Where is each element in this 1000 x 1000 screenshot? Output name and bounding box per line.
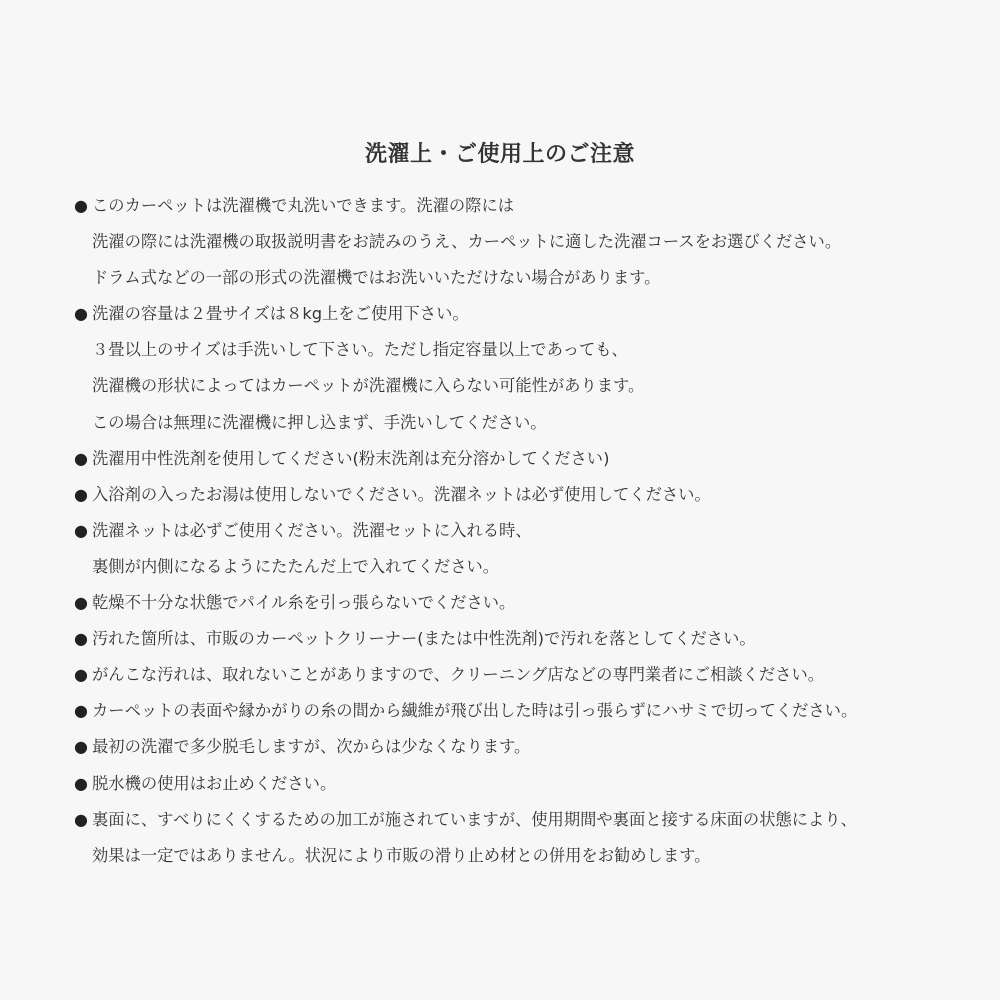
note-item: [74, 729, 974, 765]
note-line: [74, 838, 974, 874]
note-item: [74, 296, 974, 440]
note-line: [74, 477, 974, 513]
bullet-icon: ●: [74, 448, 88, 468]
note-line: [74, 332, 974, 368]
note-item: [74, 188, 974, 296]
note-line: [74, 585, 974, 621]
note-line: [74, 549, 974, 585]
note-item: [74, 621, 974, 657]
bullet-icon: ●: [74, 809, 88, 829]
note-line: [74, 260, 974, 296]
note-text: 洗濯用中性洗剤を使用してください(粉末洗剤は充分溶かしてください): [92, 448, 610, 468]
note-text: この場合は無理に洗濯機に押し込まず、手洗いしてください。: [92, 412, 547, 432]
note-item: [74, 513, 974, 585]
note-item: [74, 657, 974, 693]
note-text: 洗濯の容量は２畳サイズは８kg上をご使用下さい。: [92, 304, 469, 324]
note-text: がんこな汚れは、取れないことがありますので、クリーニング店などの専門業者にご相談ください。: [92, 665, 825, 685]
note-line: [74, 188, 974, 224]
note-text: 最初の洗濯で多少脱毛しますが、次からは少なくなります。: [92, 737, 531, 757]
note-text: 乾燥不十分な状態でパイル糸を引っ張らないでください。: [92, 593, 516, 613]
note-text: 洗濯ネットは必ずご使用ください。洗濯セットに入れる時、: [92, 520, 532, 540]
note-text: 汚れた箇所は、市販のカーペットクリーナー(または中性洗剤)で汚れを落としてください。: [92, 629, 756, 649]
note-line: [74, 441, 974, 477]
note-line: [74, 405, 974, 441]
note-line: [74, 693, 974, 729]
note-item: [74, 585, 974, 621]
bullet-icon: ●: [74, 773, 88, 793]
bullet-icon: ●: [74, 665, 88, 685]
bullet-icon: ●: [74, 593, 88, 613]
bullet-icon: ●: [74, 701, 88, 721]
bullet-icon: ●: [74, 737, 88, 757]
bullet-icon: ●: [74, 196, 88, 215]
note-text: 裏側が内側になるようにたたんだ上で入れてください。: [92, 556, 500, 576]
note-text: 洗濯の際には洗濯機の取扱説明書をお読みのうえ、カーペットに適した洗濯コースをお選びください。: [92, 232, 842, 252]
note-text: 脱水機の使用はお止めください。: [92, 773, 337, 793]
note-text: 入浴剤の入ったお湯は使用しないでください。洗濯ネットは必ず使用してください。: [92, 484, 711, 504]
note-item: [74, 441, 974, 477]
bullet-icon: ●: [74, 629, 88, 649]
note-line: [74, 766, 974, 802]
note-text: このカーペットは洗濯機で丸洗いできます。洗濯の際には: [92, 196, 515, 215]
note-text: 裏面に、すべりにくくするための加工が施されていますが、使用期間や裏面と接する床面の状態により、: [92, 809, 857, 829]
note-text: ３畳以上のサイズは手洗いして下さい。ただし指定容量以上であっても、: [92, 340, 628, 360]
note-item: [74, 766, 974, 802]
note-line: [74, 296, 974, 332]
note-text: ドラム式などの一部の形式の洗濯機ではお洗いいただけない場合があります。: [92, 268, 661, 288]
note-item: [74, 802, 974, 874]
bullet-icon: ●: [74, 520, 88, 540]
page-title: 洗濯上・ご使用上のご注意: [364, 141, 635, 167]
note-item: [74, 477, 974, 513]
note-line: [74, 513, 974, 549]
notes-list: [74, 188, 974, 874]
note-line: [74, 657, 974, 693]
note-text: 効果は一定ではありません。状況により市販の滑り止め材との併用をお勧めします。: [92, 845, 711, 865]
note-line: [74, 621, 974, 657]
note-line: [74, 802, 974, 838]
bullet-icon: ●: [74, 304, 88, 324]
note-item: [74, 693, 974, 729]
note-line: [74, 729, 974, 765]
note-line: [74, 368, 974, 404]
bullet-icon: ●: [74, 484, 88, 504]
note-text: カーペットの表面や縁かがりの糸の間から繊維が飛び出した時は引っ張らずにハサミで切ってください。: [92, 701, 858, 721]
note-line: [74, 224, 974, 260]
note-text: 洗濯機の形状によってはカーペットが洗濯機に入らない可能性があります。: [92, 376, 645, 396]
